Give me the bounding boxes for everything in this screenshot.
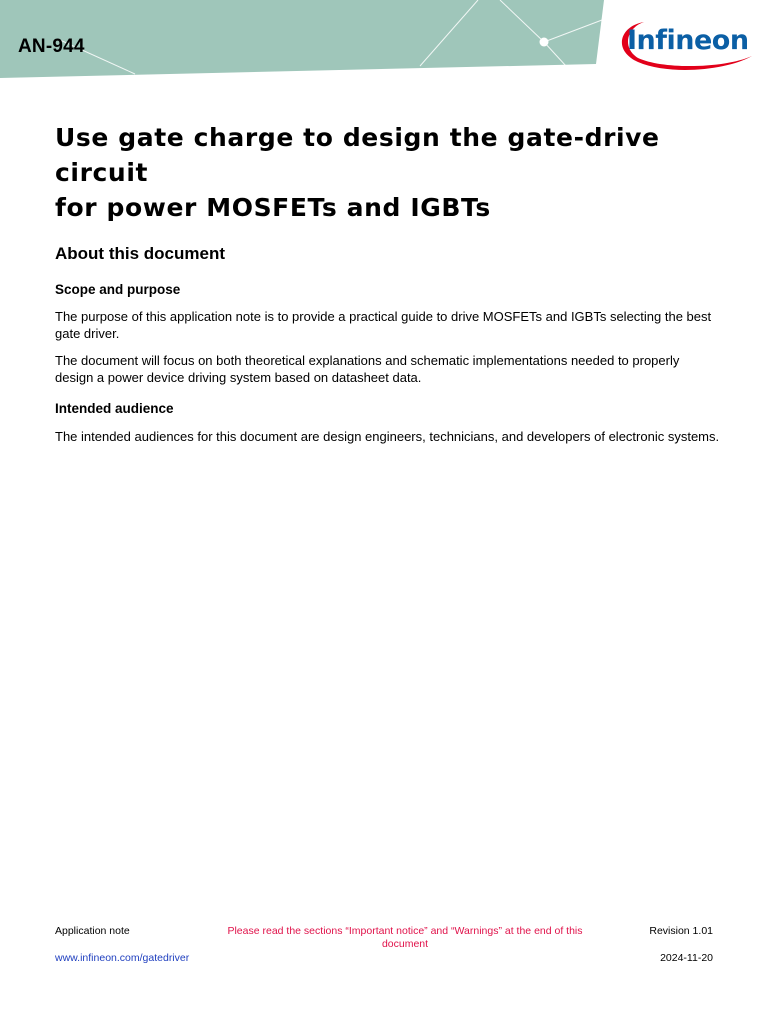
header-network-node	[540, 38, 549, 47]
footer-notice: Please read the sections “Important notice” and “Warnings” at the end of this document	[227, 925, 583, 950]
document-id: AN-944	[18, 36, 85, 57]
scope-paragraph-2: The document will focus on both theoretical explanations and schematic implementations needed to properly design a power device driving system based on datasheet data.	[55, 353, 680, 385]
logo-wordmark: Infineon	[627, 25, 749, 56]
about-heading: About this document	[55, 244, 225, 263]
footer-revision: Revision 1.01	[649, 925, 713, 937]
page-title	[55, 120, 735, 225]
header-band-shape	[0, 0, 604, 78]
scope-heading: Scope and purpose	[55, 282, 181, 297]
title-line-1: Use gate charge to design the gate-drive circuit	[55, 123, 660, 187]
audience-heading: Intended audience	[55, 401, 174, 416]
audience-paragraph: The intended audiences for this document are design engineers, technicians, and developers of electronic systems.	[55, 429, 720, 444]
footer-doc-type: Application note	[55, 925, 130, 937]
scope-paragraph-1: The purpose of this application note is to provide a practical guide to drive MOSFETs and IGBTs selecting the best gate driver.	[55, 309, 712, 341]
footer-url-link[interactable]: www.infineon.com/gatedriver	[55, 952, 190, 964]
title-line-2: for power MOSFETs and IGBTs	[55, 193, 491, 222]
footer-date: 2024-11-20	[660, 952, 713, 964]
